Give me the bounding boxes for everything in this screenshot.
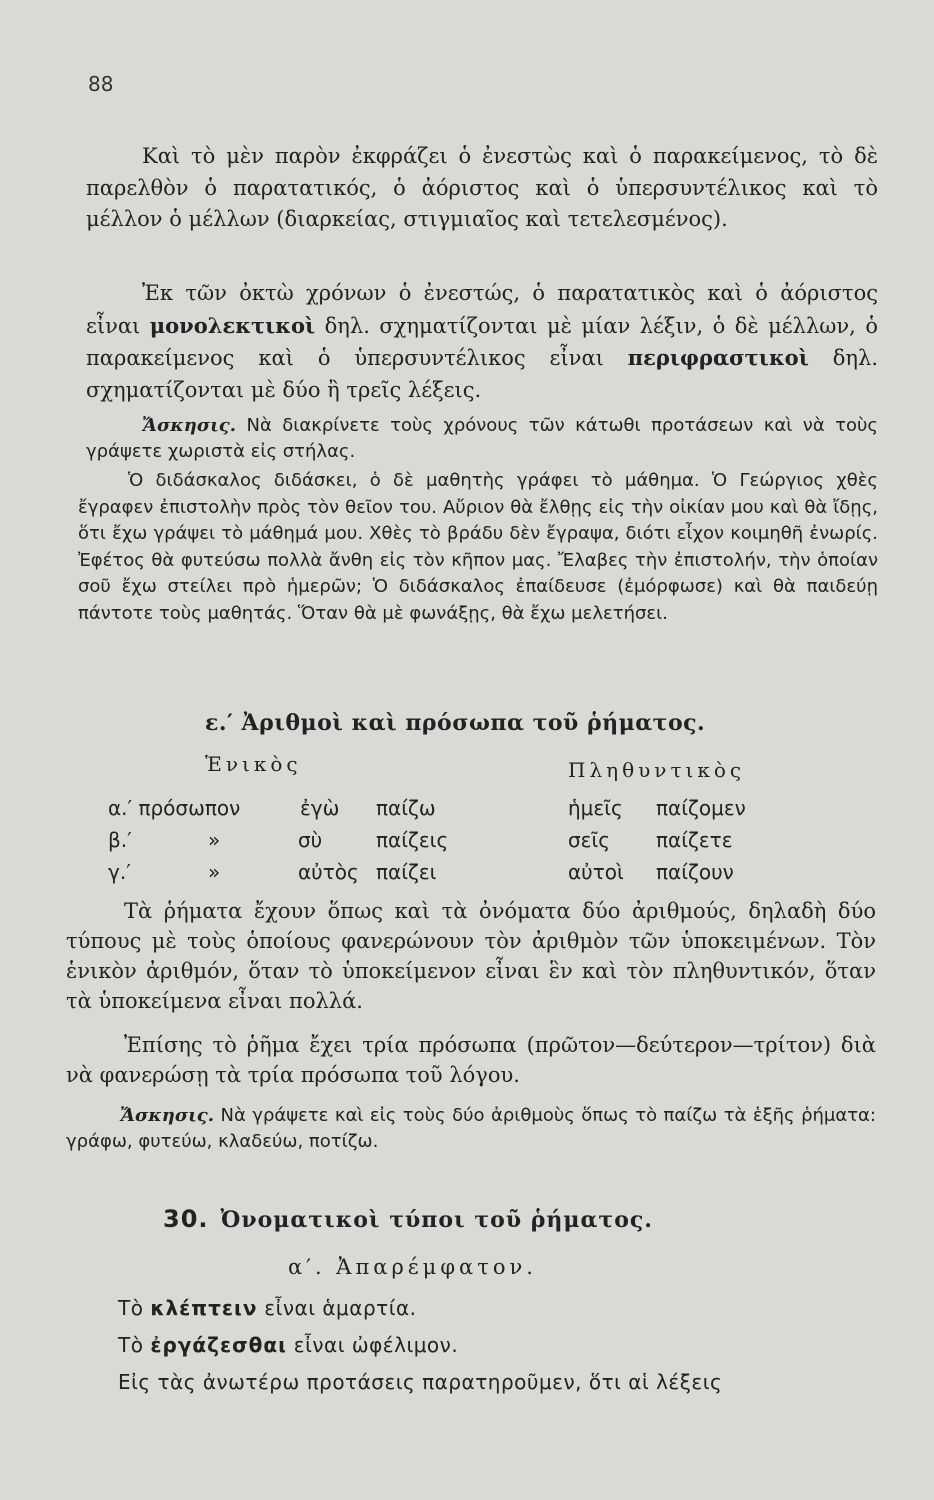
singular-verb: παίζω [376,796,436,820]
page-number: 88 [88,72,114,96]
term-periphrastikoi: περιφραστικοὶ [627,345,809,370]
table-row [108,796,828,828]
example-2-c: εἶναι ὠφέλιμον. [286,1333,459,1357]
example-1-c: εἶναι ἁμαρτία. [257,1296,417,1320]
exercise-2-text: Νὰ γράψετε καὶ εἰς τοὺς δύο ἀριθμοὺς ὅπως τὸ παίζω τὰ ἑξῆς ῥήματα: γράφω, φυτεύω, κλαδεύω, ποτίζω. [66,1105,876,1152]
paragraph-numbers: Τὰ ῥήματα ἔχουν ὅπως καὶ τὰ ὀνόματα δύο ἀριθμούς, δηλαδὴ δύο τύπους μὲ τοὺς ὁποίους φανερώνουν τὸν ἀριθμὸν τῶν ὑποκειμένων. Τὸν ἑνικὸν ἀριθμόν, ὅταν τὸ ὑποκείμενον εἶναι ἓν καὶ τὸν πληθυντικόν, ὅταν τὰ ὑποκείμενα εἶναι πολλά. [66,899,876,1013]
exercise-1-text: Νὰ διακρίνετε τοὺς χρόνους τῶν κάτωθι προτάσεων καὶ νὰ τοὺς γράψετε χωριστὰ εἰς στήλας. [86,415,878,462]
exercise-1-instruction [86,413,878,465]
example-line-1 [118,1296,417,1320]
section-30-title [163,1205,653,1233]
singular-pronoun: σὺ [298,828,323,852]
plural-verb: παίζουν [656,860,734,884]
person-label: β.′ [108,828,132,852]
exercise-2 [66,1103,876,1155]
section-e-heading: ε.′ Ἀριθμοὶ καὶ πρόσωπα τοῦ ῥήματος. [205,710,706,736]
singular-label: Ἑνικὸς [205,752,302,776]
person-label: α.′ πρόσωπον [108,796,241,820]
para2-text-c: δηλ. σχηματίζονται μὲ μίαν λέξιν, ὁ δὲ μέλλων, ὁ παρακείμενος καὶ ὁ ὑπερσυντέλικος εἶναι [86,313,878,370]
example-1-term: κλέπτειν [150,1296,258,1320]
singular-pronoun: ἐγὼ [300,796,340,820]
person-label: γ.′ [108,860,131,884]
exercise-1-lead: Ἄσκησις. [142,415,237,436]
example-2-term: ἐργάζεσθαι [150,1333,287,1357]
conjugation-table [108,796,828,892]
plural-pronoun: σεῖς [568,828,610,852]
last-line: Εἰς τὰς ἀνωτέρω προτάσεις παρατηροῦμεν, ὅτι αἱ λέξεις [118,1370,723,1394]
exercise-1-sentences: Ὁ διδάσκαλος διδάσκει, ὁ δὲ μαθητὴς γράφει τὸ μάθημα. Ὁ Γεώργιος χθὲς ἔγραφεν ἐπιστολὴν πρὸς τὸν θεῖον του. Αὔριον θὰ ἔλθῃς εἰς τὴν οἰκίαν μου καὶ θὰ ἴδῃς, ὅτι ἔχω γράψει τὸ μάθημά μου. Χθὲς τὸ βράδυ δὲν ἔγραψα, διότι εἶχον κοιμηθῆ ἐνωρίς. Ἐφέτος θὰ φυτεύσω πολλὰ ἄνθη εἰς τὸν κῆπον μας. Ἔλαβες τὴν ἐπιστολήν, τὴν ὁποίαν σοῦ ἔχω στείλει πρὸ ἡμερῶν; Ὁ διδάσκαλος ἐπαίδευσε (ἐμόρφωσε) καὶ θὰ παιδεύῃ πάντοτε τοὺς μαθητάς. Ὅταν θὰ μὲ φωνάξῃς, θὰ ἔχω μελετήσει. [78,470,878,624]
ditto-mark: » [208,828,221,852]
singular-pronoun: αὐτὸς [298,860,359,884]
table-row [108,828,828,860]
section-30-number: 30. [163,1205,209,1233]
singular-verb: παίζει [376,860,437,884]
plural-verb: παίζομεν [656,796,746,820]
singular-verb: παίζεις [376,828,449,852]
exercise-2-lead: Ἄσκησις. [120,1105,215,1126]
term-monolektikoi: μονολεκτικοὶ [149,312,316,338]
para2-text-e: δηλ. σχηματίζονται μὲ δύο ἢ τρεῖς λέξεις. [86,346,878,402]
section-30-text: Ὀνοματικοὶ τύποι τοῦ ῥήματος. [220,1207,653,1233]
paragraph-tenses-time: Καὶ τὸ μὲν παρὸν ἐκφράζει ὁ ἐνεστὼς καὶ ὁ παρακείμενος, τὸ δὲ παρελθὸν ὁ παρατατικός, ὁ ἀόριστος καὶ ὁ ὑπερσυντέλικος καὶ τὸ μέλλον ὁ μέλλων (διαρκείας, στιγμιαῖος καὶ τετελεσμένος). [86,144,878,231]
paragraph-single-periphrastic [86,278,878,406]
example-2-a: Τὸ [118,1333,151,1357]
plural-verb: παίζετε [656,828,733,852]
para2-text-a: Ἐκ τῶν ὀκτὼ χρόνων ὁ ἐνεστώς, ὁ παρατατικὸς καὶ ὁ ἀόριστος εἶναι [86,281,878,338]
plural-label: Πληθυντικὸς [568,758,746,782]
example-1-a: Τὸ [118,1296,151,1320]
plural-pronoun: αὐτοὶ [568,860,624,884]
plural-pronoun: ἡμεῖς [568,796,623,820]
ditto-mark: » [208,860,221,884]
paragraph-persons: Ἐπίσης τὸ ῥῆμα ἔχει τρία πρόσωπα (πρῶτον—δεύτερον—τρίτον) διὰ νὰ φανερώσῃ τὰ τρία πρόσωπα τοῦ λόγου. [66,1033,876,1087]
example-line-2 [118,1333,458,1357]
table-row [108,860,828,892]
subsection-infinitive: α′. Ἀπαρέμφατον. [288,1255,537,1279]
